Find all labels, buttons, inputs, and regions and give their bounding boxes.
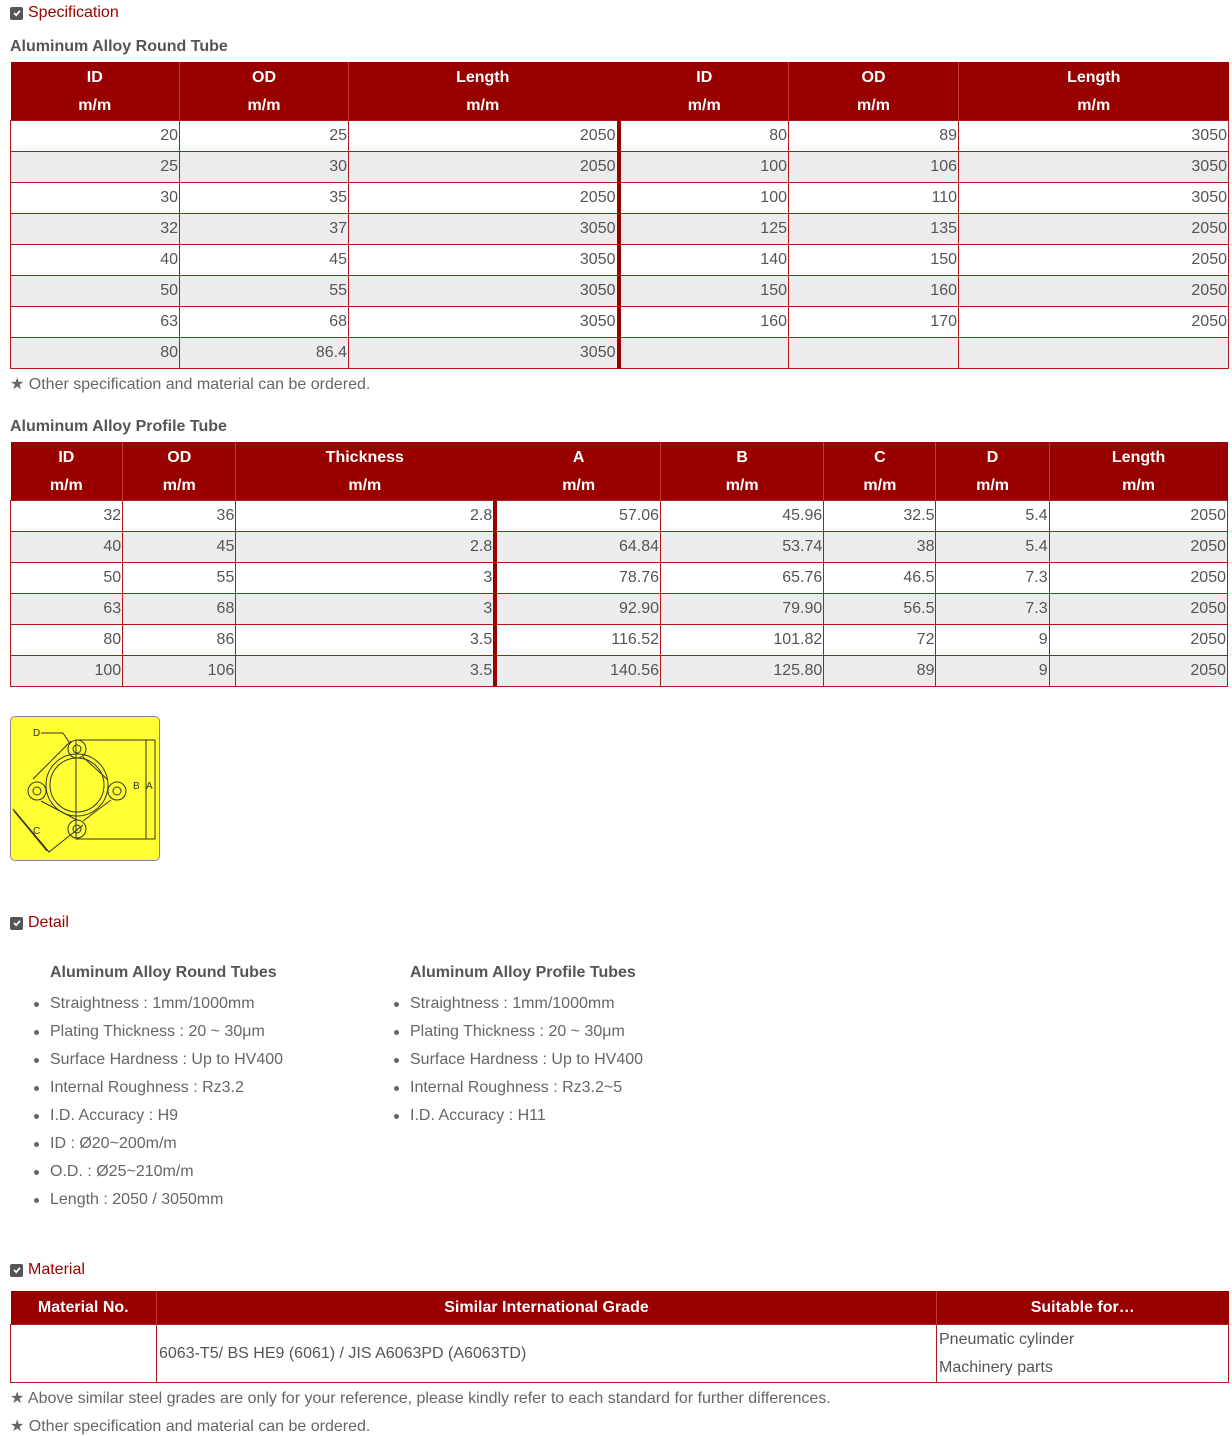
table-cell: 3050: [959, 121, 1229, 152]
table-cell: 140: [619, 245, 789, 276]
checkbox-icon: [10, 1264, 23, 1277]
material-note-reference: ★ Above similar steel grades are only for your reference, please kindly refer to each standard for further differences.: [10, 1390, 831, 1407]
checkbox-icon: [10, 917, 23, 930]
list-item: Internal Roughness : Rz3.2: [50, 1074, 283, 1102]
list-item: Surface Hardness : Up to HV400: [410, 1046, 643, 1074]
table-cell: 55: [123, 563, 236, 594]
table-cell: 125: [619, 214, 789, 245]
table-cell: 2050: [959, 245, 1229, 276]
table-cell: 56.5: [824, 594, 936, 625]
table-cell: 32: [11, 501, 123, 532]
table-cell: 2.8: [236, 501, 495, 532]
table-cell: 80: [619, 121, 789, 152]
column-unit: m/m: [11, 92, 180, 121]
table-cell: 3050: [349, 276, 619, 307]
column-header: OD: [789, 62, 959, 92]
table-cell: 50: [11, 563, 123, 594]
table-cell: 160: [619, 307, 789, 338]
table-cell: 25: [180, 121, 349, 152]
table-cell: 45: [180, 245, 349, 276]
table-cell: 72: [824, 625, 936, 656]
table-cell: 106: [123, 656, 236, 687]
checkbox-icon: [10, 7, 23, 20]
table-cell: 30: [11, 183, 180, 214]
table-cell: 135: [789, 214, 959, 245]
list-item: Straightness : 1mm/1000mm: [410, 990, 643, 1018]
table-cell: 170: [789, 307, 959, 338]
detail-profile-title: Aluminum Alloy Profile Tubes: [410, 964, 636, 981]
round-tube-note: ★ Other specification and material can be ordered.: [10, 376, 371, 393]
table-cell: 3050: [349, 214, 619, 245]
table-cell: 160: [789, 276, 959, 307]
table-cell: 3.5: [236, 656, 495, 687]
column-unit: m/m: [661, 472, 824, 501]
detail-round-list: [50, 990, 283, 1214]
table-cell: 86: [123, 625, 236, 656]
table-cell: 3050: [959, 152, 1229, 183]
table-cell: 2.8: [236, 532, 495, 563]
table-cell: 2050: [1049, 594, 1227, 625]
column-unit: m/m: [936, 472, 1049, 501]
column-header: C: [824, 442, 936, 472]
table-cell: 140.56: [495, 656, 660, 687]
table-cell: 50: [11, 276, 180, 307]
column-unit: m/m: [789, 92, 959, 121]
table-cell: 32: [11, 214, 180, 245]
table-cell: 150: [619, 276, 789, 307]
column-unit: m/m: [349, 92, 619, 121]
table-cell: 100: [619, 183, 789, 214]
table-cell: 2050: [959, 214, 1229, 245]
suitable-item: Pneumatic cylinder: [939, 1330, 1075, 1348]
table-cell: 9: [936, 625, 1049, 656]
table-cell: 3050: [959, 183, 1229, 214]
table-cell: 2050: [349, 183, 619, 214]
table-row: [11, 501, 1228, 532]
table-cell: 80: [11, 625, 123, 656]
table-cell: 38: [824, 532, 936, 563]
table-cell: 2050: [1049, 501, 1227, 532]
table-cell: 7.3: [936, 594, 1049, 625]
round-tube-table: [10, 62, 1229, 369]
label-c: C: [33, 826, 41, 837]
table-cell: 20: [11, 121, 180, 152]
table-cell: 3: [236, 594, 495, 625]
table-cell: [619, 338, 789, 369]
column-unit: m/m: [824, 472, 936, 501]
table-cell: 25: [11, 152, 180, 183]
section-title: Specification: [28, 4, 119, 21]
list-item: Plating Thickness : 20 ~ 30μm: [50, 1018, 283, 1046]
list-item: Internal Roughness : Rz3.2~5: [410, 1074, 643, 1102]
table-row: [11, 183, 1229, 214]
column-header: D: [936, 442, 1049, 472]
table-cell: 100: [619, 152, 789, 183]
table-cell: 80: [11, 338, 180, 369]
table-cell: 53.74: [661, 532, 824, 563]
table-cell: 9: [936, 656, 1049, 687]
table-cell: 78.76: [495, 563, 660, 594]
column-header: OD: [180, 62, 349, 92]
table-cell: 110: [789, 183, 959, 214]
column-unit: m/m: [1049, 472, 1227, 501]
table-cell: 79.90: [661, 594, 824, 625]
section-specification: [10, 4, 119, 22]
table-row: [11, 338, 1229, 369]
table-cell: 89: [789, 121, 959, 152]
table-cell: 3050: [349, 307, 619, 338]
table-cell: 100: [11, 656, 123, 687]
column-header: ID: [11, 442, 123, 472]
list-item: O.D. : Ø25~210m/m: [50, 1158, 283, 1186]
table-cell: [789, 338, 959, 369]
table-cell: 101.82: [661, 625, 824, 656]
column-header: ID: [11, 62, 180, 92]
section-detail: [10, 914, 69, 932]
table-cell: 30: [180, 152, 349, 183]
column-header: B: [661, 442, 824, 472]
header-unit-row: [11, 472, 1228, 501]
detail-profile-list: [410, 990, 643, 1130]
table-cell: 2050: [1049, 563, 1227, 594]
column-unit: m/m: [619, 92, 789, 121]
table-row: [11, 656, 1228, 687]
table-cell: 150: [789, 245, 959, 276]
table-cell: 64.84: [495, 532, 660, 563]
profile-tube-table: [10, 442, 1228, 687]
column-header: Length: [349, 62, 619, 92]
column-unit: m/m: [180, 92, 349, 121]
table-row: [11, 152, 1229, 183]
column-header: Length: [1049, 442, 1227, 472]
table-row: [11, 625, 1228, 656]
header-material-no: Material No.: [11, 1291, 157, 1325]
detail-round-title: Aluminum Alloy Round Tubes: [50, 964, 277, 981]
column-header: OD: [123, 442, 236, 472]
table-cell: 2050: [1049, 532, 1227, 563]
table-cell: 89: [824, 656, 936, 687]
grade-cell: 6063-T5/ BS HE9 (6061) / JIS A6063PD (A6063TD): [157, 1325, 937, 1383]
label-a: A: [146, 781, 153, 792]
table-cell: 5.4: [936, 532, 1049, 563]
table-cell: 63: [11, 594, 123, 625]
table-cell: 46.5: [824, 563, 936, 594]
column-unit: m/m: [123, 472, 236, 501]
header-unit-row: [11, 92, 1229, 121]
header-name-row: [11, 442, 1228, 472]
table-cell: 2050: [959, 276, 1229, 307]
material-no-cell: [11, 1325, 157, 1383]
table-cell: 55: [180, 276, 349, 307]
section-title: Material: [28, 1261, 85, 1278]
material-note-order: ★ Other specification and material can be ordered.: [10, 1418, 371, 1435]
table-cell: 125.80: [661, 656, 824, 687]
table-row: [11, 563, 1228, 594]
table-row: [11, 532, 1228, 563]
table-cell: 68: [180, 307, 349, 338]
table-cell: 7.3: [936, 563, 1049, 594]
table-cell: 36: [123, 501, 236, 532]
column-header: Length: [959, 62, 1229, 92]
column-header: Thickness: [236, 442, 495, 472]
detail-round-column: [50, 962, 283, 1214]
table-cell: 45.96: [661, 501, 824, 532]
table-cell: 5.4: [936, 501, 1049, 532]
table-cell: 92.90: [495, 594, 660, 625]
profile-tube-title: Aluminum Alloy Profile Tube: [10, 418, 227, 435]
label-d: D: [33, 728, 41, 739]
list-item: Surface Hardness : Up to HV400: [50, 1046, 283, 1074]
table-row: [11, 307, 1229, 338]
table-row: [11, 245, 1229, 276]
table-cell: 65.76: [661, 563, 824, 594]
table-cell: 3050: [349, 338, 619, 369]
table-cell: 45: [123, 532, 236, 563]
table-cell: 3: [236, 563, 495, 594]
section-title: Detail: [28, 914, 69, 931]
table-cell: 3.5: [236, 625, 495, 656]
suitable-item: Machinery parts: [939, 1358, 1053, 1376]
table-cell: 40: [11, 245, 180, 276]
round-tube-title: Aluminum Alloy Round Tube: [10, 38, 228, 55]
profile-tube-diagram: [10, 716, 160, 861]
table-cell: 68: [123, 594, 236, 625]
label-b: B: [133, 781, 140, 792]
table-cell: [959, 338, 1229, 369]
header-name-row: [11, 62, 1229, 92]
table-cell: 32.5: [824, 501, 936, 532]
table-cell: 57.06: [495, 501, 660, 532]
table-cell: 2050: [349, 121, 619, 152]
list-item: Plating Thickness : 20 ~ 30μm: [410, 1018, 643, 1046]
table-cell: 116.52: [495, 625, 660, 656]
list-item: I.D. Accuracy : H9: [50, 1102, 283, 1130]
table-row: [11, 276, 1229, 307]
table-cell: 37: [180, 214, 349, 245]
column-unit: m/m: [11, 472, 123, 501]
list-item: I.D. Accuracy : H11: [410, 1102, 643, 1130]
table-cell: 2050: [1049, 656, 1227, 687]
column-header: A: [495, 442, 660, 472]
column-header: ID: [619, 62, 789, 92]
table-cell: 2050: [1049, 625, 1227, 656]
table-cell: 3050: [349, 245, 619, 276]
table-cell: 2050: [349, 152, 619, 183]
table-row: [11, 121, 1229, 152]
suitable-cell: [937, 1325, 1229, 1383]
table-row: [11, 594, 1228, 625]
header-grade: Similar International Grade: [157, 1291, 937, 1325]
column-unit: m/m: [495, 472, 660, 501]
list-item: Straightness : 1mm/1000mm: [50, 990, 283, 1018]
table-cell: 40: [11, 532, 123, 563]
table-cell: 35: [180, 183, 349, 214]
material-table: [10, 1291, 1229, 1383]
header-suitable: Suitable for…: [937, 1291, 1229, 1325]
section-material: [10, 1261, 85, 1279]
table-row: [11, 214, 1229, 245]
column-unit: m/m: [959, 92, 1229, 121]
detail-profile-column: [410, 962, 643, 1130]
table-cell: 106: [789, 152, 959, 183]
list-item: Length : 2050 / 3050mm: [50, 1186, 283, 1214]
table-cell: 2050: [959, 307, 1229, 338]
table-cell: 86.4: [180, 338, 349, 369]
list-item: ID : Ø20~200m/m: [50, 1130, 283, 1158]
table-cell: 63: [11, 307, 180, 338]
column-unit: m/m: [236, 472, 495, 501]
